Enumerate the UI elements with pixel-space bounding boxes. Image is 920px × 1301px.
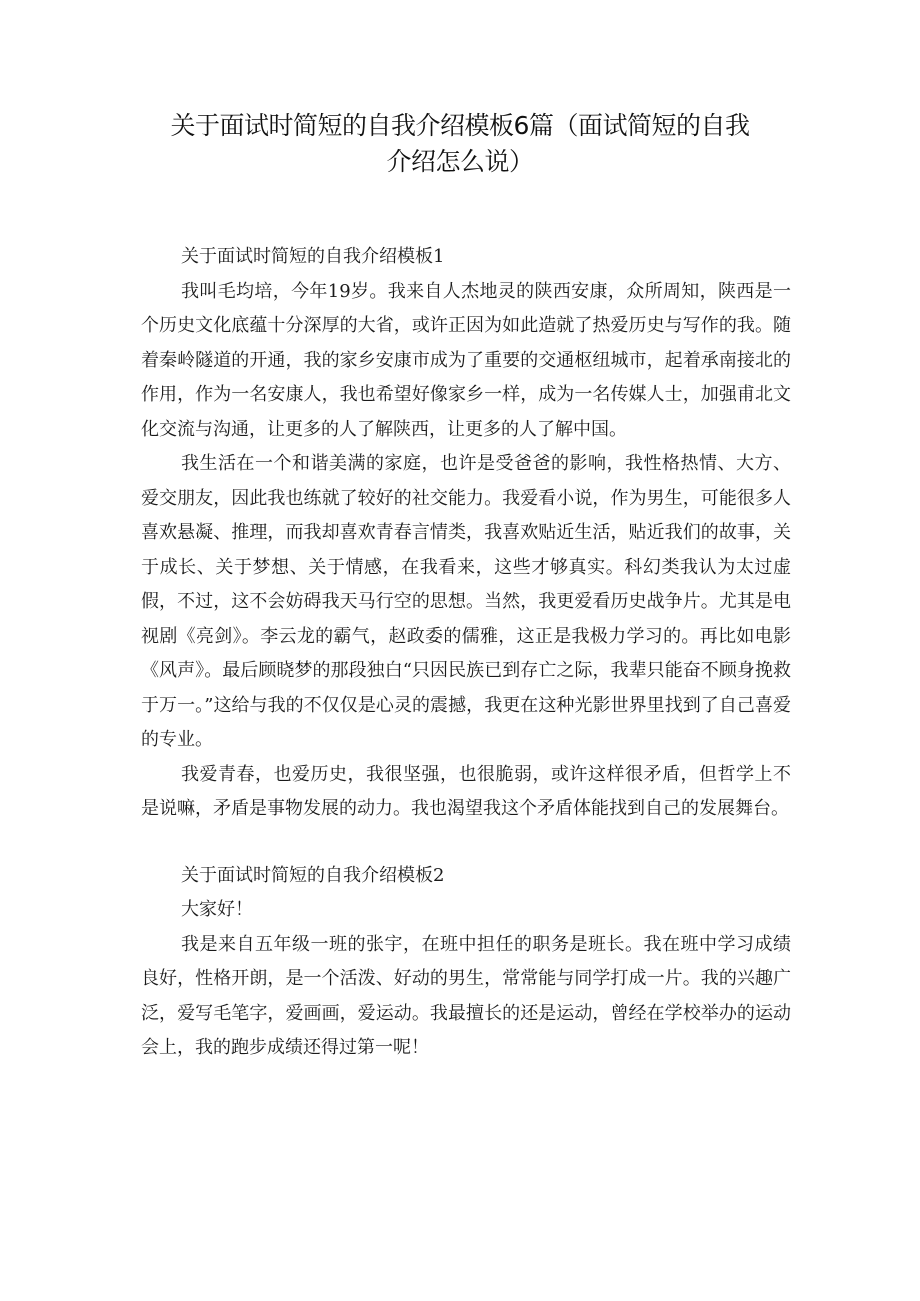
title-line-1: 关于面试时简短的自我介绍模板6篇（面试简短的自我 — [170, 111, 750, 140]
section-heading: 关于面试时简短的自我介绍模板1 — [181, 246, 445, 267]
title-line-2: 介绍怎么说） — [386, 147, 534, 176]
paragraph: 我爱青春，也爱历史，我很坚强，也很脆弱，或许这样很矛盾，但哲学上不是说嘛，矛盾是事物发展的动力。我也渴望我这个矛盾体能找到自己的发展舞台。 — [141, 763, 791, 819]
document-title — [120, 108, 800, 180]
section-template-1 — [141, 240, 791, 827]
paragraph: 我生活在一个和谐美满的家庭，也许是受爸爸的影响，我性格热情、大方、爱交朋友，因此我也练就了较好的社交能力。我爱看小说，作为男生，可能很多人喜欢悬凝、推理，而我却喜欢青春言情类，我喜欢贴近生活，贴近我们的故事，关于成长、关于梦想、关于情感，在我看来，这些才够真实。科幻类我认为太过虚假，不过，这不会妨碍我天马行空的思想。当然，我更爱看历史战争片。尤其是电视剧《亮剑》。李云龙的霸气，赵政委的儒雅，这正是我极力学习的。再比如电影《风声》。最后顾晓梦的那段独白“只因民族已到存亡之际，我辈只能奋不顾身挽救于万一。”这给与我的不仅仅是心灵的震撼，我更在这种光影世界里找到了自己喜爱的专业。 — [141, 453, 791, 750]
paragraph: 我是来自五年级一班的张宇，在班中担任的职务是班长。我在班中学习成绩良好，性格开朗，是一个活泼、好动的男生，常常能与同学打成一片。我的兴趣广泛，爱写毛笔字，爱画画，爱运动。我最擅长的还是运动，曾经在学校举办的运动会上，我的跑步成绩还得过第一呢！ — [141, 933, 791, 1058]
document-body — [141, 240, 791, 1066]
section-template-2 — [141, 859, 791, 1066]
section-spacer — [141, 827, 791, 859]
paragraph: 我叫毛均培，今年19岁。我来自人杰地灵的陕西安康，众所周知，陕西是一个历史文化底蕴十分深厚的大省，或许正因为如此造就了热爱历史与写作的我。随着秦岭隧道的开通，我的家乡安康市成为了重要的交通枢纽城市，起着承南接北的作用，作为一名安康人，我也希望好像家乡一样，成为一名传媒人士，加强甫北文化交流与沟通，让更多的人了解陕西，让更多的人了解中国。 — [141, 280, 791, 440]
paragraph: 大家好！ — [181, 899, 253, 920]
section-heading: 关于面试时简短的自我介绍模板2 — [181, 864, 445, 886]
